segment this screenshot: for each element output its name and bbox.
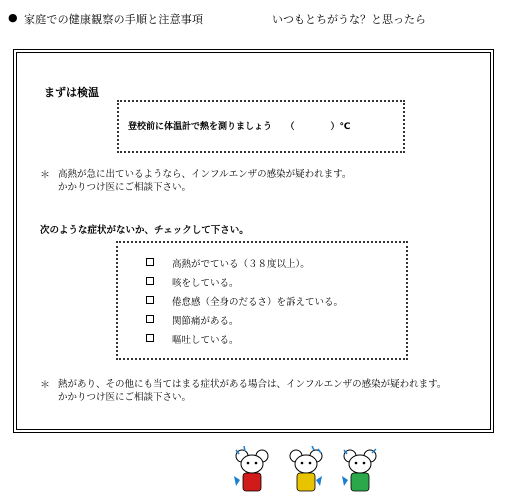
note1-asterisk: ＊	[40, 170, 50, 181]
checkbox-icon[interactable]	[146, 277, 154, 285]
checkbox-icon[interactable]	[146, 334, 154, 342]
note2-asterisk: ＊	[40, 380, 50, 391]
mouse-icon	[234, 446, 268, 491]
page-subtitle: いつもとちがうな？と思ったら	[272, 13, 426, 26]
checklist-item[interactable]	[146, 332, 239, 346]
mouse-characters-illustration	[228, 446, 386, 498]
header-bullet: ●	[8, 11, 18, 24]
checkbox-icon[interactable]	[146, 258, 154, 266]
mouse-icon	[342, 449, 376, 491]
section-temperature-title: まずは検温	[44, 86, 99, 99]
note2-line2: かかりつけ医にご相談下さい。	[58, 392, 192, 403]
note1-line2: かかりつけ医にご相談下さい。	[58, 182, 192, 193]
checkbox-icon[interactable]	[146, 315, 154, 323]
temperature-instruction: 登校前に体温計で熱を測りましょう （ ）℃	[128, 122, 351, 132]
checklist-item[interactable]	[146, 294, 343, 308]
checklist-item-label: 咳をしている。	[172, 278, 239, 289]
section-symptoms-title: 次のような症状がないか、チェックして下さい。	[40, 225, 249, 236]
checklist-item-label: 嘔吐している。	[172, 335, 239, 346]
mouse-icon	[290, 446, 322, 491]
checklist-item[interactable]	[146, 275, 239, 289]
checklist-item[interactable]	[146, 256, 310, 270]
note1-line1: 高熱が急に出ているようなら、インフルエンザの感染が疑われます。	[58, 169, 352, 180]
page-title: 家庭での健康観察の手順と注意事項	[24, 13, 204, 26]
checklist-item-label: 高熱がでている（３８度以上）。	[172, 259, 310, 270]
checklist-item-label: 関節痛がある。	[172, 316, 239, 327]
checklist-item-label: 倦怠感（全身のだるさ）を訴えている。	[172, 297, 344, 308]
checkbox-icon[interactable]	[146, 296, 154, 304]
note2-line1: 熱があり、その他にも当てはまる症状がある場合は、インフルエンザの感染が疑われます。	[58, 379, 447, 390]
checklist-item[interactable]	[146, 313, 239, 327]
